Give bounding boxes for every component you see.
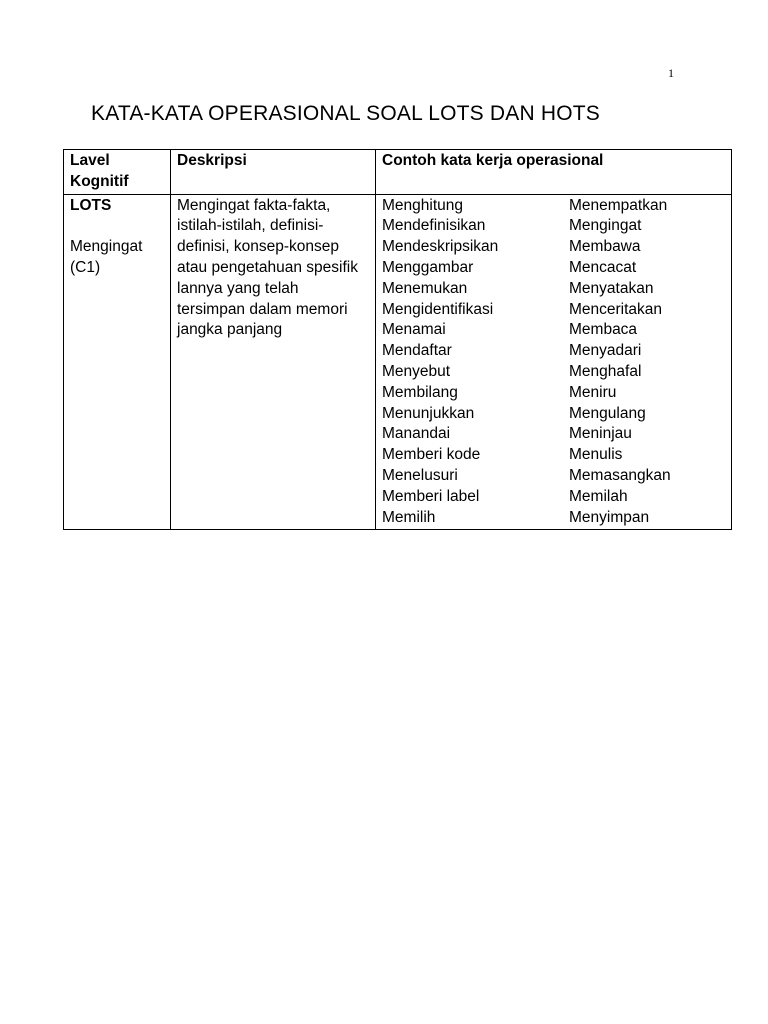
- list-item: Mengulang: [569, 404, 646, 422]
- cell-level: [64, 194, 171, 530]
- list-item: Menghafal: [569, 362, 642, 380]
- operational-verbs-table: [63, 149, 732, 530]
- list-item: Menyatakan: [569, 279, 654, 297]
- list-item: Membawa: [569, 238, 641, 256]
- header-level: Lavel Kognitif: [64, 150, 171, 195]
- verb-list-right: [569, 196, 671, 529]
- verb-columns: [382, 196, 725, 529]
- table-row: [64, 194, 732, 530]
- list-item: Mencacat: [569, 258, 637, 276]
- list-item: Menempatkan: [569, 196, 668, 214]
- list-item: Memilih: [382, 508, 436, 526]
- list-item: Mendefinisikan: [382, 217, 486, 235]
- list-item: Mengingat: [569, 217, 642, 235]
- table-header-row: [64, 150, 732, 195]
- header-verbs: Contoh kata kerja operasional: [376, 150, 732, 195]
- list-item: Mendaftar: [382, 342, 452, 360]
- list-item: Menyadari: [569, 342, 642, 360]
- list-item: Memasangkan: [569, 466, 671, 484]
- list-item: Memberi kode: [382, 446, 481, 464]
- list-item: Meniru: [569, 383, 617, 401]
- level-name: Mengingat (C1): [70, 238, 143, 276]
- list-item: Meninjau: [569, 425, 632, 443]
- list-item: Memberi label: [382, 487, 480, 505]
- list-item: Menulis: [569, 446, 623, 464]
- category-label: LOTS: [70, 196, 112, 214]
- description-text: Mengingat fakta-fakta, istilah-istilah, definisi-definisi, konsep-konsep atau pengetahuan spesifik lannya yang telah tersimpan dalam memori jangka panjang: [177, 196, 358, 339]
- list-item: Memilah: [569, 487, 628, 505]
- list-item: Menemukan: [382, 279, 468, 297]
- list-item: Mendeskripsikan: [382, 238, 499, 256]
- list-item: Menamai: [382, 321, 446, 339]
- list-item: Manandai: [382, 425, 451, 443]
- list-item: Menceritakan: [569, 300, 663, 318]
- list-item: Menelusuri: [382, 466, 458, 484]
- list-item: Menghitung: [382, 196, 464, 214]
- cell-verbs: [376, 194, 732, 530]
- page-number: 1: [668, 66, 674, 80]
- list-item: Menggambar: [382, 258, 474, 276]
- list-item: Mengidentifikasi: [382, 300, 494, 318]
- list-item: Menunjukkan: [382, 404, 475, 422]
- cell-description: [171, 194, 376, 530]
- list-item: Membilang: [382, 383, 458, 401]
- list-item: Menyimpan: [569, 508, 650, 526]
- verb-list-left: [382, 196, 569, 529]
- document-title: KATA-KATA OPERASIONAL SOAL LOTS DAN HOTS: [91, 102, 601, 125]
- list-item: Menyebut: [382, 362, 451, 380]
- list-item: Membaca: [569, 321, 638, 339]
- header-description: Deskripsi: [171, 150, 376, 195]
